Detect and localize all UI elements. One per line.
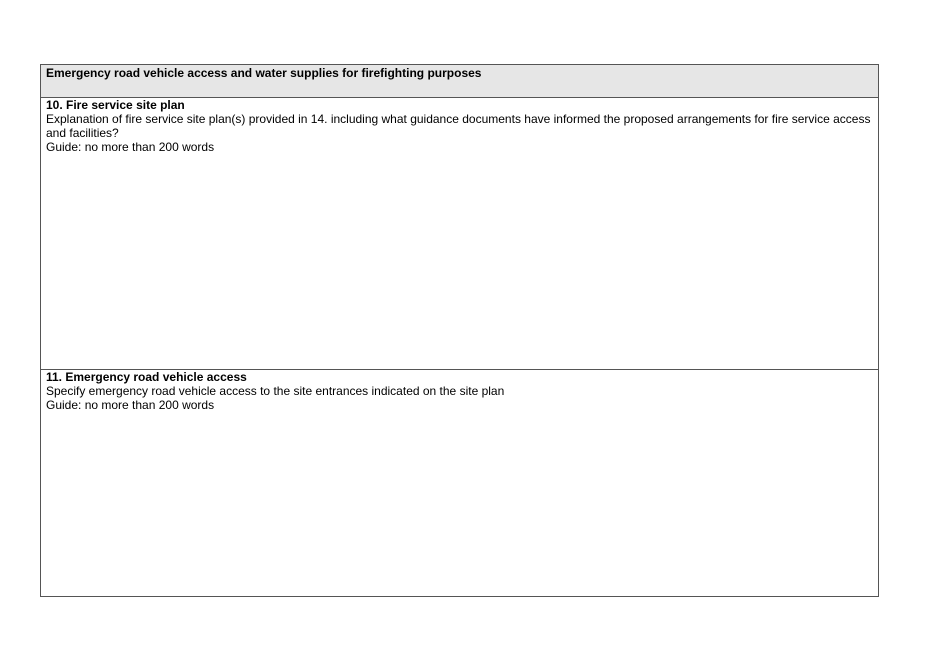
question-11-title: 11. Emergency road vehicle access <box>46 370 247 384</box>
question-10-description: Explanation of fire service site plan(s) provided in 14. including what guidance documents have informed the proposed arrangements for fire service access and facilities? <box>46 112 871 140</box>
question-11-cell[interactable] <box>41 370 878 596</box>
question-10-title: 10. Fire service site plan <box>46 98 185 112</box>
question-10-cell[interactable] <box>41 98 878 370</box>
question-11-description: Specify emergency road vehicle access to the site entrances indicated on the site plan <box>46 384 505 398</box>
section-header: Emergency road vehicle access and water supplies for firefighting purposes <box>41 65 878 98</box>
form-table <box>40 64 879 597</box>
question-11-guide: Guide: no more than 200 words <box>46 398 215 412</box>
question-10-guide: Guide: no more than 200 words <box>46 140 215 154</box>
